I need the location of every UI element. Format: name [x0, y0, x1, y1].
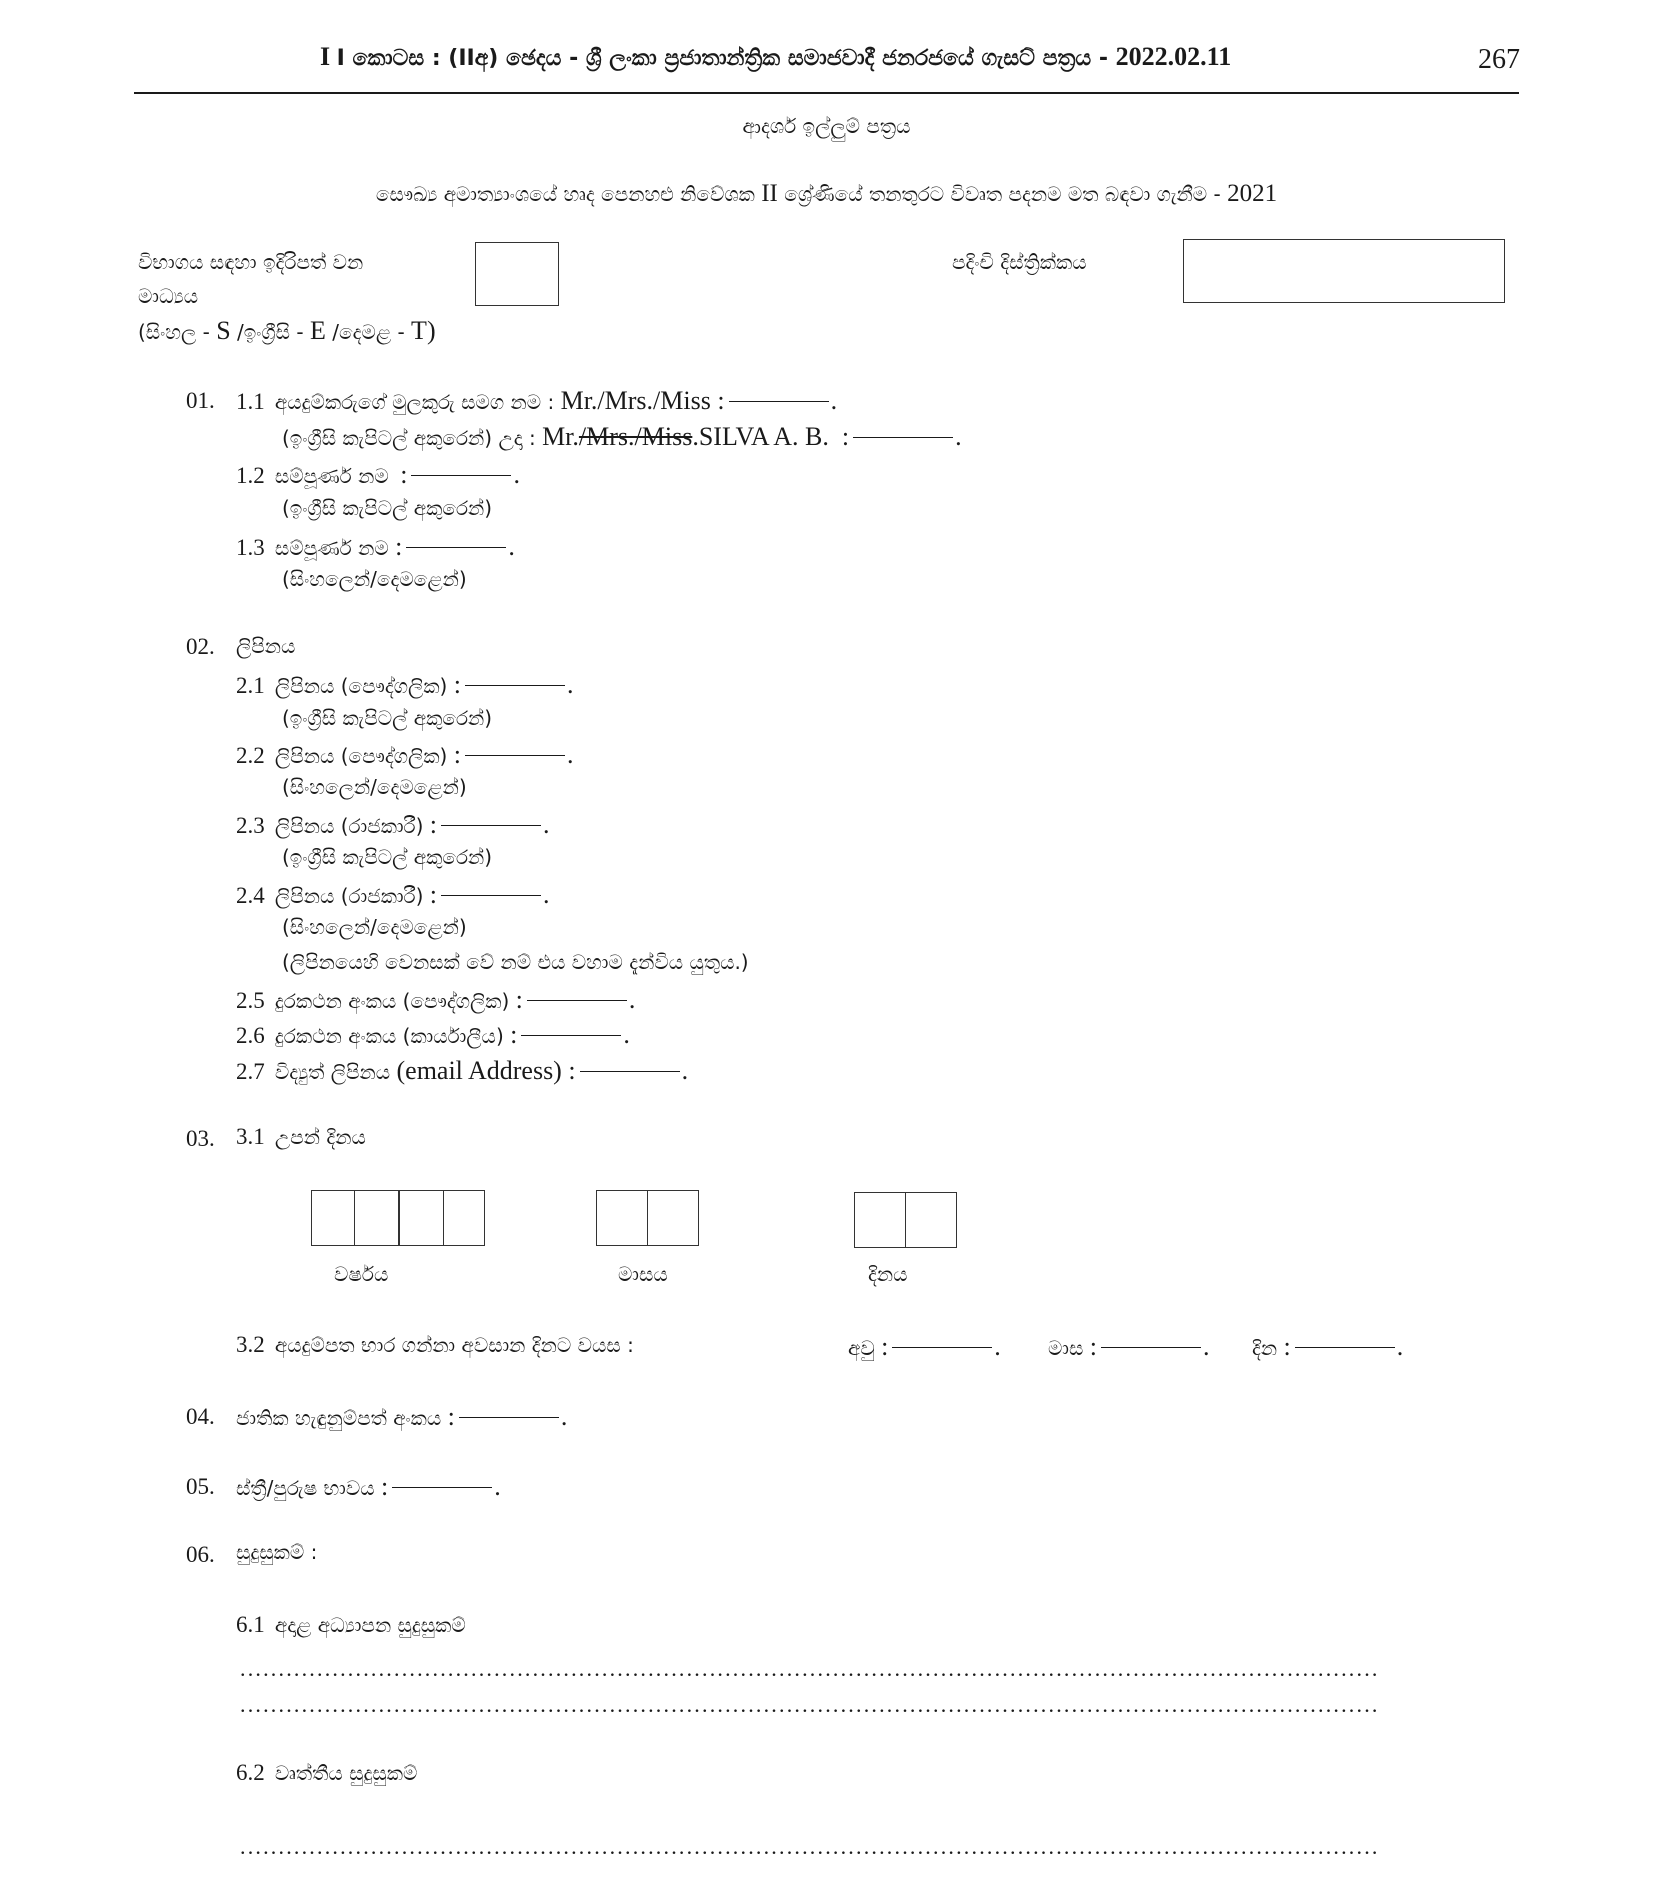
item-3-1: 3.1 උපන් දිනය — [236, 1124, 366, 1149]
birth-year-boxes — [311, 1190, 485, 1246]
section-02-title: ලිපිනය — [236, 634, 296, 658]
email-blank[interactable] — [580, 1071, 680, 1072]
education-dotted-line[interactable]: .................................................................................................................................................... — [240, 1656, 1380, 1681]
month-digit-box[interactable] — [596, 1190, 648, 1246]
district-input-box[interactable] — [1183, 239, 1505, 303]
header-rule — [134, 92, 1519, 94]
item-1-1: 1.1 අයදුම්කරුගේ මුලකුරු සමග නම : Mr./Mrs./Miss : . — [236, 386, 838, 415]
item-1-1-hint: (ඉංග්‍රීසි කැපිටල් අකුරෙන්) උදා : Mr./Mrs./Miss.SILVA A. B. : . — [282, 422, 962, 451]
page-number: 267 — [1478, 44, 1520, 75]
full-name-sinhala-blank[interactable] — [406, 547, 506, 548]
item-2-7: 2.7 විද්‍යුත් ලිපිනය (email Address) : . — [236, 1056, 689, 1085]
section-04-number: 04. — [186, 1404, 215, 1429]
age-days-blank[interactable] — [1295, 1347, 1395, 1348]
official-address-sinhala-blank[interactable] — [441, 895, 541, 896]
month-caption: මාසය — [618, 1262, 668, 1286]
education-dotted-line[interactable]: .................................................................................................................................................... — [240, 1692, 1380, 1717]
item-1-2-hint: (ඉංග්‍රීසි කැපිටල් අකුරෙන්) — [282, 496, 493, 520]
year-digit-box[interactable] — [311, 1190, 355, 1246]
age-months-blank[interactable] — [1101, 1347, 1201, 1348]
item-2-5: 2.5 දුරකථන අංකය (පෞද්ගලික) : . — [236, 985, 636, 1014]
part-roman: I — [320, 42, 337, 71]
item-2-1-hint: (ඉංග්‍රීසි කැපිටල් අකුරෙන්) — [282, 706, 493, 730]
district-label: පදිංචි දිස්ත්‍රික්කය — [952, 250, 1087, 274]
medium-input-box[interactable] — [475, 242, 559, 306]
section-01-number: 01. — [186, 388, 215, 413]
item-2-1: 2.1 ලිපිනය (පෞද්ගලික) : . — [236, 670, 574, 699]
day-digit-box[interactable] — [854, 1192, 906, 1248]
professional-dotted-line[interactable]: .................................................................................................................................................... — [240, 1834, 1380, 1859]
section-06-number: 06. — [186, 1542, 215, 1567]
form-title: ආදර්ශ ඉල්ලුම් පත්‍රය — [742, 114, 911, 138]
example-blank — [853, 437, 953, 438]
nic-line: ජාතික හැඳුනුම්පත් අංකය : . — [236, 1402, 568, 1431]
section-03-number: 03. — [186, 1126, 215, 1151]
birth-month-boxes — [596, 1190, 699, 1246]
initials-name-blank[interactable] — [729, 401, 829, 402]
item-1-3-hint: (සිංහලෙන්/දෙමළෙන්) — [282, 567, 467, 591]
item-2-3-hint: (ඉංග්‍රීසි කැපිටල් අකුරෙන්) — [282, 845, 493, 869]
medium-label-line1: විභාගය සඳහා ඉදිරිපත් වන — [138, 250, 364, 274]
item-2-2-hint: (සිංහලෙන්/දෙමළෙන්) — [282, 775, 467, 799]
personal-phone-blank[interactable] — [527, 1000, 627, 1001]
item-3-2: 3.2 අයදුම්පත භාර ගන්නා අවසාන දිනට වයස : — [236, 1332, 634, 1357]
gazette-date: 2022.02.11 — [1115, 42, 1232, 71]
private-address-english-blank[interactable] — [465, 685, 565, 686]
item-1-2: 1.2 සම්පූර්ණ නම : . — [236, 460, 520, 489]
age-days: දින : . — [1252, 1332, 1404, 1361]
form-subtitle: සෞඛ්‍ය අමාත්‍යාංශයේ හෘද පෙනහළු නිවේශක II ශ්‍රේණියේ තනතුරට විවෘත පදනම මත බඳවා ගැනීම - 2021 — [375, 180, 1278, 207]
item-6-1: 6.1 අදාළ අධ්‍යාපන සුදුසුකම් — [236, 1612, 466, 1637]
item-2-6: 2.6 දුරකථන අංකය (කාර්යාලීය) : . — [236, 1020, 630, 1049]
age-years-blank[interactable] — [892, 1347, 992, 1348]
gender-blank[interactable] — [392, 1487, 492, 1488]
medium-options: (සිංහල - S /ඉංග්‍රීසි - E /දෙමළ - T) — [138, 316, 436, 345]
private-address-sinhala-blank[interactable] — [465, 755, 565, 756]
nic-blank[interactable] — [459, 1417, 559, 1418]
year-digit-box[interactable] — [398, 1190, 444, 1246]
age-years: අවු : . — [848, 1332, 1001, 1361]
day-caption: දිනය — [868, 1262, 908, 1286]
section-02-number: 02. — [186, 634, 215, 659]
gender-line: ස්ත්‍රී/පුරුෂ භාවය : . — [236, 1472, 501, 1501]
address-change-note: (ලිපිනයෙහි වෙනසක් වේ නම් එය වහාම දැන්විය යුතුය.) — [282, 950, 749, 974]
year-digit-box[interactable] — [443, 1190, 485, 1246]
item-2-2: 2.2 ලිපිනය (පෞද්ගලික) : . — [236, 740, 574, 769]
item-2-3: 2.3 ලිපිනය (රාජකාරී) : . — [236, 810, 550, 839]
age-months: මාස : . — [1048, 1332, 1210, 1361]
official-address-english-blank[interactable] — [441, 825, 541, 826]
item-6-2: 6.2 වෘත්තීය සුදුසුකම් — [236, 1760, 418, 1785]
month-digit-box[interactable] — [647, 1190, 699, 1246]
year-digit-box[interactable] — [354, 1190, 400, 1246]
birth-day-boxes — [854, 1192, 957, 1248]
section-05-number: 05. — [186, 1474, 215, 1499]
medium-label-line2: මාධ්‍යය — [138, 284, 199, 308]
full-name-english-blank[interactable] — [411, 475, 511, 476]
day-digit-box[interactable] — [905, 1192, 957, 1248]
item-1-3: 1.3 සම්පූර්ණ නම : . — [236, 532, 515, 561]
year-caption: වර්ෂය — [334, 1262, 389, 1286]
gazette-header: I I කොටස : (IIඅ) ඡෙදය - ශ්‍රී ලංකා ප්‍රජාතාන්ත්‍රික සමාජවාදී ජනරජයේ ගැසට් පත්‍රය - 2022.02.11 — [320, 42, 1232, 71]
item-2-4-hint: (සිංහලෙන්/දෙමළෙන්) — [282, 915, 467, 939]
qualifications-label: සුදුසුකම් : — [236, 1540, 318, 1564]
item-2-4: 2.4 ලිපිනය (රාජකාරී) : . — [236, 880, 550, 909]
office-phone-blank[interactable] — [521, 1035, 621, 1036]
